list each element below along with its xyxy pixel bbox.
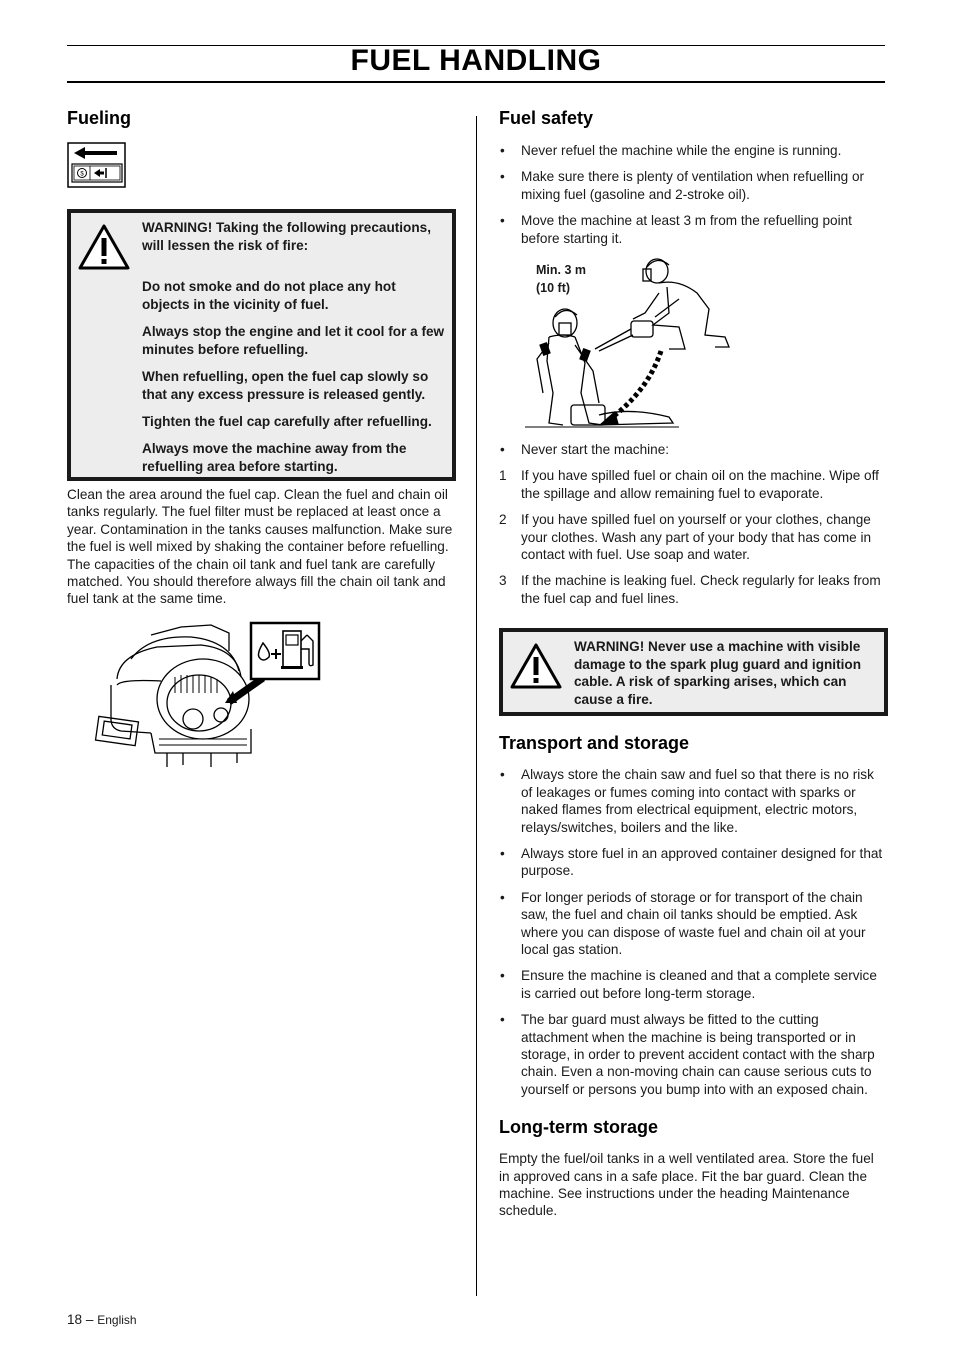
list-item: • Ensure the machine is cleaned and that a complete service is carried out before long-term storage. <box>499 967 887 1002</box>
list-item: • Never refuel the machine while the engine is running. <box>499 142 887 159</box>
never-start-list <box>499 441 887 458</box>
warning-intro: WARNING! Taking the following precautions, will lessen the risk of fire: <box>142 220 431 253</box>
fuel-cap-symbol <box>67 142 127 188</box>
warning-triangle-icon <box>509 642 563 690</box>
fueling-body: Clean the area around the fuel cap. Clean the fuel and chain oil tanks regularly. The fuel filter must be replaced at least once a year. Contamination in the tanks causes malfunction. Make sure the fuel is well mixed by shaking the container before refuelling. The capacities of the chain oil tank and fuel tank are carefully matched. You should therefore always fill the chain oil tank and fuel tank at the same time. <box>67 487 453 607</box>
fuel-cap-arrow-icon <box>67 142 127 188</box>
fueling-heading: Fueling <box>67 108 131 128</box>
page-number: 18 – <box>67 1312 94 1327</box>
warning-triangle-icon <box>77 223 131 271</box>
page-footer <box>67 1312 137 1327</box>
warning-item: When refuelling, open the fuel cap slowly so that any excess pressure is released gently. <box>142 369 429 402</box>
warning-item: Do not smoke and do not place any hot objects in the vicinity of fuel. <box>142 279 396 312</box>
warning-item: Always stop the engine and let it cool for a few minutes before refuelling. <box>142 324 445 357</box>
distance-illustration <box>519 253 739 433</box>
fuel-safety-column <box>499 108 887 1220</box>
list-item: • For longer periods of storage or for transport of the chain saw, the fuel and chain oil tanks should be emptied. Ask where you can dispose of waste fuel and chain oil at your local gas station. <box>499 889 887 959</box>
list-item: • Make sure there is plenty of ventilation when refuelling or mixing fuel (gasoline and 2-stroke oil). <box>499 168 887 203</box>
fuel-cap-illustration <box>91 619 331 769</box>
transport-list <box>499 766 887 1098</box>
transport-heading: Transport and storage <box>499 733 690 754</box>
distance-label: Min. 3 m (10 ft) <box>536 263 587 296</box>
warning-item: Always move the machine away from the refuelling area before starting. <box>142 441 407 474</box>
list-item: • Always store the chain saw and fuel so that there is no risk of leakages or fumes coming into contact with sparks or naked flames from electrical equipment, electric motors, relays/switches, boilers and the like. <box>499 766 887 836</box>
never-start-reasons <box>499 467 887 607</box>
list-item: • Never start the machine: <box>499 441 887 458</box>
title-rule <box>67 81 885 83</box>
chainsaw-engine-illustration <box>91 619 331 769</box>
fuel-safety-heading: Fuel safety <box>499 108 594 128</box>
footer-language: English <box>97 1313 137 1327</box>
spark-warning-box <box>499 628 888 716</box>
long-term-heading: Long-term storage <box>499 1117 659 1138</box>
list-item: • Always store fuel in an approved container designed for that purpose. <box>499 845 887 880</box>
fire-warning-box <box>67 209 456 481</box>
list-item: 1 If you have spilled fuel or chain oil on the machine. Wipe off the spillage and allow remaining fuel to evaporate. <box>499 468 879 501</box>
fueling-column <box>67 108 457 769</box>
column-divider <box>476 116 477 1296</box>
list-item: 3 If the machine is leaking fuel. Check regularly for leaks from the fuel cap and fuel lines. <box>499 573 881 606</box>
svg-text:$: $ <box>80 171 84 178</box>
warning-item: Tighten the fuel cap carefully after refuelling. <box>142 414 432 429</box>
list-item: • The bar guard must always be fitted to the cutting attachment when the machine is being transported or in storage, in order to prevent accident contact with the sharp chain. Even a non-moving chain can cause serious cuts to yourself or persons you bump into with an exposed chain. <box>499 1011 887 1098</box>
long-term-body: Empty the fuel/oil tanks in a well ventilated area. Store the fuel in approved cans in a safe place. Fit the bar guard. Clean the machine. See instructions under the heading Maintenance schedule. <box>499 1151 874 1219</box>
spark-warning-text: WARNING! Never use a machine with visible damage to the spark plug guard and ignition cable. A risk of sparking arises, which can cause a fire. <box>574 639 861 708</box>
list-item: 2 If you have spilled fuel on yourself or your clothes, change your clothes. Wash any part of your body that has come in contact with fuel. Use soap and water. <box>499 512 872 563</box>
list-item: • Move the machine at least 3 m from the refuelling point before starting it. <box>499 212 887 247</box>
page-title: FUEL HANDLING <box>350 44 602 77</box>
fuel-safety-list <box>499 142 887 247</box>
